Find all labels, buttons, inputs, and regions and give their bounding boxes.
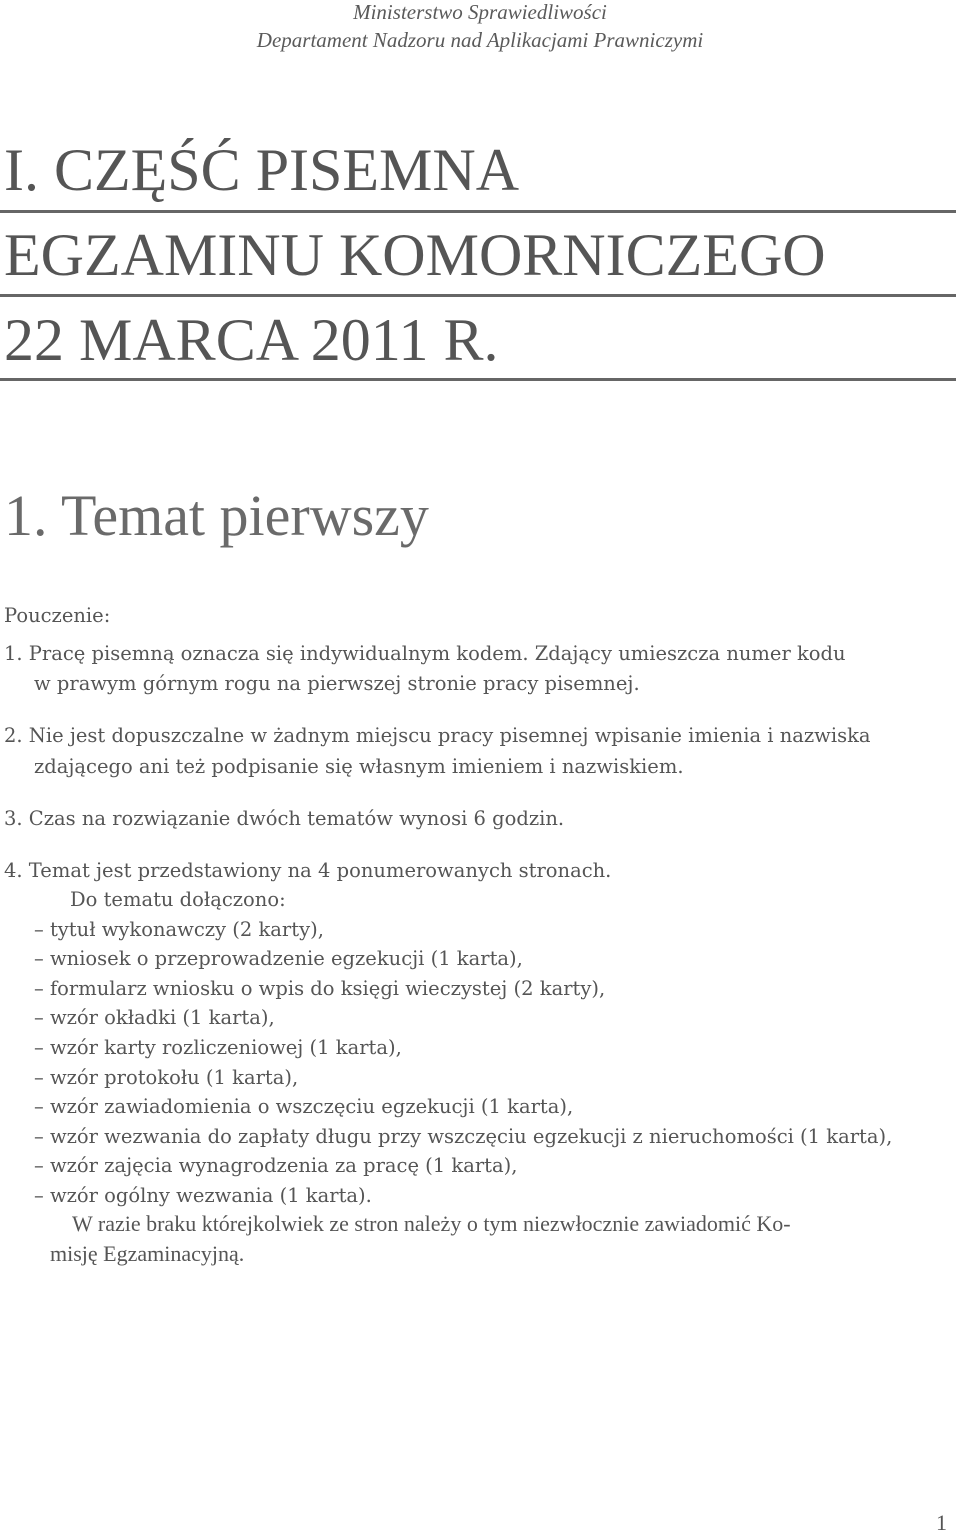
attachment-item-9: – wzór zajęcia wynagrodzenia za pracę (1 karta),	[34, 1154, 518, 1177]
instructions-label: Pouczenie:	[4, 604, 111, 627]
title-rule-1	[0, 210, 956, 213]
attachment-item-8: – wzór wezwania do zapłaty długu przy wszczęciu egzekucji z nieruchomości (1 karta),	[34, 1125, 893, 1148]
instruction-item-1-line-1: 1. Pracę pisemną oznacza się indywidualnym kodem. Zdający umieszcza numer kodu	[4, 642, 846, 665]
attachment-item-1: – tytuł wykonawczy (2 karty),	[34, 918, 324, 941]
section-heading: 1. Temat pierwszy	[4, 483, 429, 548]
attachment-item-6: – wzór protokołu (1 karta),	[34, 1066, 299, 1089]
attachment-item-7: – wzór zawiadomienia o wszczęciu egzekucji (1 karta),	[34, 1095, 574, 1118]
closing-line-1: W razie braku którejkolwiek ze stron należy o tym niezwłocznie zawiadomić Ko-	[72, 1211, 791, 1236]
attachment-item-2: – wniosek o przeprowadzenie egzekucji (1 karta),	[34, 947, 523, 970]
attachments-intro: Do tematu dołączono:	[70, 888, 286, 911]
header-department: Departament Nadzoru nad Aplikacjami Prawniczymi	[256, 28, 704, 52]
closing-line-2: misję Egzaminacyjną.	[50, 1241, 245, 1266]
page-number: 1	[936, 1510, 947, 1535]
title-rule-3	[0, 378, 956, 381]
title-line-1: I. CZĘŚĆ PISEMNA	[4, 137, 520, 203]
instruction-item-4: 4. Temat jest przedstawiony na 4 ponumerowanych stronach.	[4, 859, 612, 882]
instruction-item-3: 3. Czas na rozwiązanie dwóch tematów wynosi 6 godzin.	[4, 807, 565, 830]
instruction-item-2-line-2: zdającego ani też podpisanie się własnym imieniem i nazwiskiem.	[34, 755, 684, 778]
instruction-item-1-line-2: w prawym górnym rogu na pierwszej stronie pracy pisemnej.	[34, 672, 640, 695]
title-line-3: 22 MARCA 2011 R.	[4, 307, 499, 373]
attachment-item-5: – wzór karty rozliczeniowej (1 karta),	[34, 1036, 402, 1059]
instruction-item-2-line-1: 2. Nie jest dopuszczalne w żadnym miejscu pracy pisemnej wpisanie imienia i nazwiska	[4, 724, 871, 747]
header-ministry: Ministerstwo Sprawiedliwości	[353, 0, 607, 24]
attachment-item-3: – formularz wniosku o wpis do księgi wieczystej (2 karty),	[34, 977, 606, 1000]
attachment-item-4: – wzór okładki (1 karta),	[34, 1006, 275, 1029]
title-line-2: EGZAMINU KOMORNICZEGO	[4, 222, 826, 288]
title-rule-2	[0, 294, 956, 297]
attachment-item-10: – wzór ogólny wezwania (1 karta).	[34, 1184, 372, 1207]
